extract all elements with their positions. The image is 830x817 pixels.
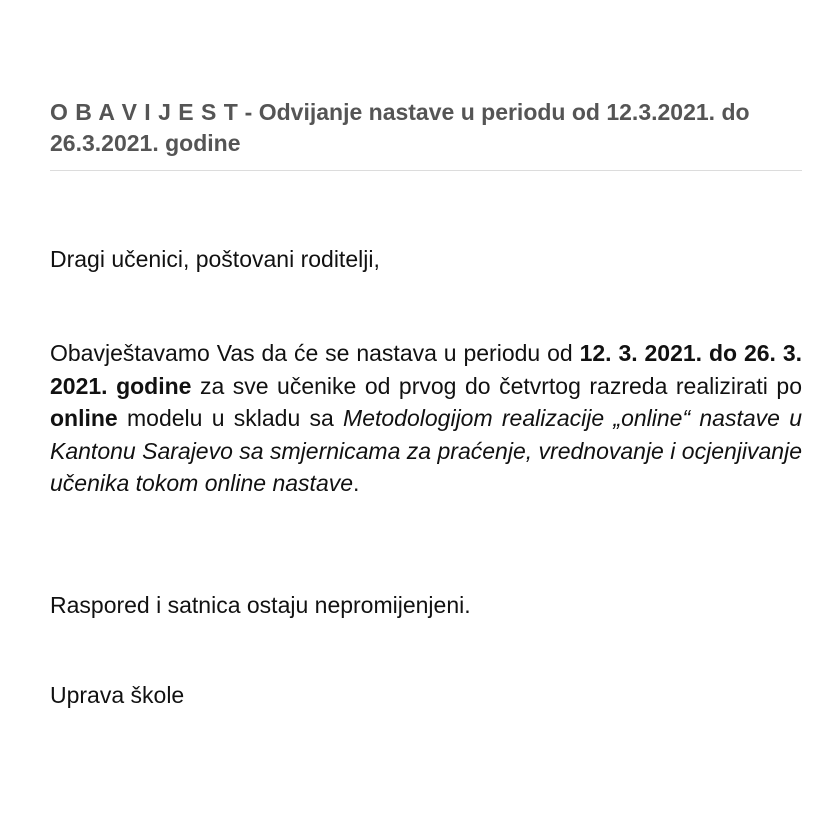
signature: Uprava škole <box>50 682 185 708</box>
notice-title-word: O B A V I J E S T <box>50 99 239 125</box>
title-divider <box>50 170 802 171</box>
notice-page <box>50 0 802 817</box>
teaching-mode: online <box>50 405 118 431</box>
schedule-note: Raspored i satnica ostaju nepromijenjeni. <box>50 592 471 618</box>
paragraph-accordance: modelu u skladu sa <box>117 405 344 431</box>
notice-title-subject: - Odvijanje nastave u periodu od 12.3.2021. do 26.3.2021. godine <box>50 99 750 156</box>
notice-title <box>50 97 750 159</box>
paragraph-middle: za sve učenike od prvog do četvrtog razreda realizirati po <box>191 372 802 399</box>
date-range: 12. 3. 2021. do 26. 3. 2021. godine <box>50 340 802 399</box>
notice-paragraph <box>50 337 802 500</box>
paragraph-end: . <box>353 470 360 496</box>
paragraph-intro: Obavještavamo Vas da će se nastava u periodu od <box>50 340 580 366</box>
greeting: Dragi učenici, poštovani roditelji, <box>50 246 380 272</box>
methodology-reference: Metodologijom realizacije „online“ nastave u Kantonu Sarajevo sa smjernicama za praćenje, vrednovanje i ocjenjivanje učenika tokom online nastave <box>50 405 802 496</box>
